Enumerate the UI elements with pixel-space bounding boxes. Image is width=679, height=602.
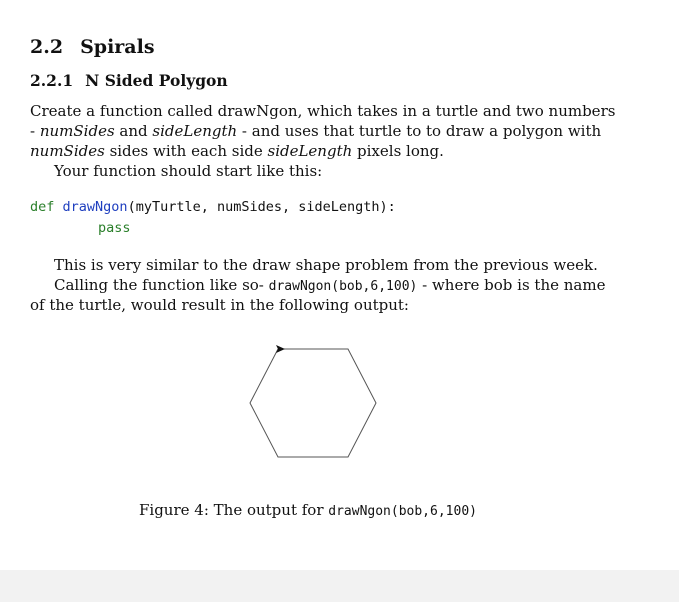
explanation-text-2a: Calling the function like so- xyxy=(54,276,269,294)
code-pass-keyword: pass xyxy=(98,220,131,236)
explanation-text-2b: - where bob is the name xyxy=(417,276,606,294)
code-params: (myTurtle, numSides, sideLength): xyxy=(127,199,396,215)
intro-text-1: Create a function called drawNgon, which takes in a turtle and two numbers xyxy=(30,102,616,120)
intro-line-3 xyxy=(30,141,444,161)
section-number: 2.2 xyxy=(30,36,64,58)
code-line-pass xyxy=(98,220,131,236)
section-heading xyxy=(30,36,155,58)
explanation-text-1: This is very similar to the draw shape problem from the previous week. xyxy=(54,256,598,274)
var-sidelength-2: sideLength xyxy=(267,142,353,160)
code-line-def xyxy=(30,199,396,215)
var-numsides: numSides xyxy=(39,122,115,140)
explanation-text-3: of the turtle, would result in the following output: xyxy=(30,296,409,314)
intro-text-2b: and xyxy=(114,122,153,140)
var-numsides-2: numSides xyxy=(30,142,105,160)
intro-text-2c: - and uses that turtle to to draw a polygon with xyxy=(237,122,602,140)
var-sidelength: sideLength xyxy=(152,122,238,140)
explanation-line-1 xyxy=(54,255,598,275)
subsection-number: 2.2.1 xyxy=(30,71,74,90)
page-bottom-band xyxy=(0,570,679,602)
caption-code: drawNgon(bob,6,100) xyxy=(328,504,477,519)
intro-line-4 xyxy=(54,161,322,181)
inline-code-call: drawNgon(bob,6,100) xyxy=(268,279,418,294)
figure-caption xyxy=(139,501,477,519)
intro-line-1 xyxy=(30,101,615,121)
intro-text-3a: sides with each side xyxy=(104,142,268,160)
intro-text-4: Your function should start like this: xyxy=(54,162,323,180)
section-title: Spirals xyxy=(80,36,155,58)
subsection-title: N Sided Polygon xyxy=(85,71,228,90)
explanation-line-3 xyxy=(30,295,409,315)
code-function-name: drawNgon xyxy=(62,199,128,215)
subsection-heading xyxy=(30,71,228,90)
hexagon-figure xyxy=(245,340,385,466)
intro-text-2a: - xyxy=(30,122,40,140)
intro-text-3b: pixels long. xyxy=(352,142,444,160)
code-def-keyword: def xyxy=(30,199,55,215)
turtle-arrow-icon xyxy=(276,345,285,353)
intro-line-2 xyxy=(30,121,601,141)
hexagon-outline xyxy=(250,349,376,457)
explanation-line-2 xyxy=(54,275,605,297)
caption-text: Figure 4: The output for xyxy=(139,501,329,519)
